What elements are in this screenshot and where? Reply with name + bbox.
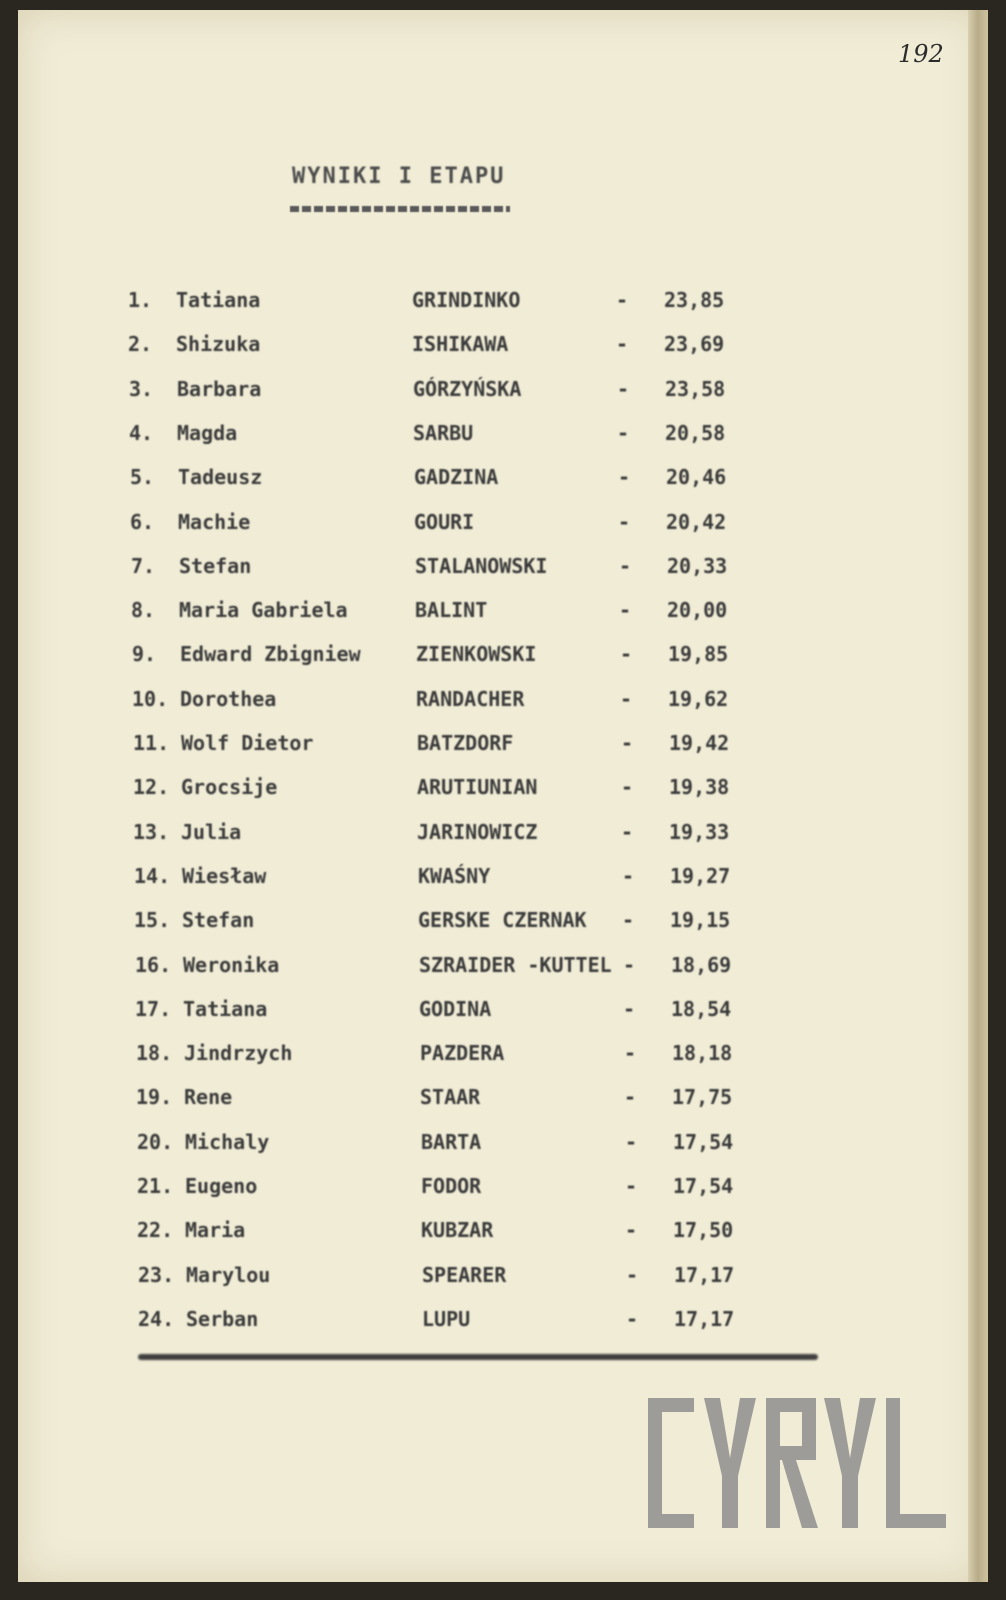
rank-number: 6. (130, 510, 155, 534)
first-name: Shizuka (176, 332, 261, 356)
first-name: Maria (185, 1218, 246, 1242)
rank-number: 14. (134, 864, 171, 888)
score-value: 17,54 (673, 1130, 734, 1154)
last-name: SARBU (413, 421, 474, 445)
score-value: 20,00 (667, 598, 728, 622)
rank-number: 18. (136, 1041, 173, 1065)
last-name: ZIENKOWSKI (416, 642, 537, 666)
score-value: 17,54 (673, 1174, 734, 1198)
rank-number: 13. (133, 820, 170, 844)
first-name: Stefan (182, 908, 255, 932)
first-name: Edward Zbigniew (180, 642, 361, 666)
last-name: GÓRZYŃSKA (413, 377, 522, 401)
score-value: 20,58 (665, 421, 726, 445)
separator-dash: - (622, 908, 635, 932)
separator-dash: - (624, 1085, 637, 1109)
last-name: FODOR (421, 1174, 482, 1198)
score-value: 18,18 (672, 1041, 733, 1065)
score-value: 17,75 (672, 1085, 733, 1109)
last-name: KWAŚNY (418, 864, 491, 888)
rank-number: 22. (137, 1218, 174, 1242)
rank-number: 10. (132, 687, 169, 711)
score-value: 19,27 (670, 864, 731, 888)
first-name: Barbara (177, 377, 262, 401)
rank-number: 5. (130, 465, 155, 489)
separator-dash: - (624, 1041, 637, 1065)
separator-dash: - (623, 953, 636, 977)
first-name: Wolf Dietor (181, 731, 314, 755)
title-underline (290, 206, 510, 212)
last-name: PAZDERA (420, 1041, 505, 1065)
last-name: KUBZAR (421, 1218, 494, 1242)
rank-number: 3. (129, 377, 154, 401)
rank-number: 21. (137, 1174, 174, 1198)
separator-dash: - (616, 332, 629, 356)
first-name: Tatiana (183, 997, 268, 1021)
first-name: Marylou (186, 1263, 271, 1287)
score-value: 20,42 (666, 510, 727, 534)
separator-dash: - (621, 731, 634, 755)
last-name: GADZINA (414, 465, 499, 489)
first-name: Magda (177, 421, 238, 445)
rank-number: 17. (135, 997, 172, 1021)
first-name: Tatiana (176, 288, 261, 312)
last-name: BALINT (415, 598, 488, 622)
rank-number: 16. (135, 953, 172, 977)
separator-dash: - (623, 997, 636, 1021)
score-value: 19,38 (669, 775, 730, 799)
last-name: LUPU (422, 1307, 471, 1331)
score-value: 17,17 (674, 1263, 735, 1287)
first-name: Stefan (179, 554, 252, 578)
rank-number: 24. (138, 1307, 175, 1331)
separator-dash: - (625, 1218, 638, 1242)
first-name: Tadeusz (178, 465, 263, 489)
last-name: JARINOWICZ (417, 820, 538, 844)
separator-dash: - (619, 554, 632, 578)
score-value: 18,54 (671, 997, 732, 1021)
separator-dash: - (620, 687, 633, 711)
cyryl-watermark-logo (648, 1398, 948, 1528)
rank-number: 15. (134, 908, 171, 932)
first-name: Rene (184, 1085, 233, 1109)
score-value: 19,62 (668, 687, 729, 711)
separator-dash: - (617, 421, 630, 445)
rank-number: 2. (128, 332, 153, 356)
first-name: Dorothea (180, 687, 277, 711)
score-value: 23,69 (664, 332, 725, 356)
rank-number: 1. (128, 288, 153, 312)
first-name: Grocsije (181, 775, 278, 799)
rank-number: 4. (129, 421, 154, 445)
separator-dash: - (625, 1174, 638, 1198)
document-title: WYNIKI I ETAPU (292, 164, 506, 189)
score-value: 20,33 (667, 554, 728, 578)
last-name: ARUTIUNIAN (417, 775, 538, 799)
rank-number: 7. (131, 554, 156, 578)
separator-dash: - (618, 510, 631, 534)
last-name: GERSKE CZERNAK (418, 908, 587, 932)
first-name: Maria Gabriela (179, 598, 348, 622)
separator-dash: - (625, 1130, 638, 1154)
last-name: ISHIKAWA (412, 332, 509, 356)
rank-number: 8. (131, 598, 156, 622)
last-name: GODINA (419, 997, 492, 1021)
last-name: GRINDINKO (412, 288, 521, 312)
first-name: Julia (181, 820, 242, 844)
page-edge (968, 10, 988, 1582)
first-name: Michaly (185, 1130, 270, 1154)
separator-dash: - (618, 465, 631, 489)
first-name: Serban (186, 1307, 259, 1331)
separator-dash: - (621, 820, 634, 844)
score-value: 19,33 (669, 820, 730, 844)
rank-number: 11. (133, 731, 170, 755)
first-name: Eugeno (185, 1174, 258, 1198)
rank-number: 9. (132, 642, 157, 666)
rank-number: 19. (136, 1085, 173, 1109)
bottom-rule (138, 1354, 818, 1360)
separator-dash: - (622, 864, 635, 888)
first-name: Wiesław (182, 864, 267, 888)
score-value: 20,46 (666, 465, 727, 489)
separator-dash: - (621, 775, 634, 799)
last-name: BATZDORF (417, 731, 514, 755)
last-name: BARTA (421, 1130, 482, 1154)
score-value: 19,15 (670, 908, 731, 932)
score-value: 17,17 (674, 1307, 735, 1331)
last-name: SZRAIDER -KUTTEL (419, 953, 612, 977)
last-name: RANDACHER (416, 687, 525, 711)
last-name: SPEARER (422, 1263, 507, 1287)
rank-number: 23. (138, 1263, 175, 1287)
separator-dash: - (619, 598, 632, 622)
separator-dash: - (616, 288, 629, 312)
separator-dash: - (617, 377, 630, 401)
score-value: 19,85 (668, 642, 729, 666)
score-value: 23,58 (665, 377, 726, 401)
score-value: 19,42 (669, 731, 730, 755)
folio-number: 192 (898, 40, 944, 68)
first-name: Weronika (183, 953, 280, 977)
first-name: Machie (178, 510, 251, 534)
rank-number: 20. (137, 1130, 174, 1154)
rank-number: 12. (133, 775, 170, 799)
score-value: 23,85 (664, 288, 725, 312)
first-name: Jindrzych (184, 1041, 293, 1065)
separator-dash: - (626, 1307, 639, 1331)
separator-dash: - (620, 642, 633, 666)
last-name: STAAR (420, 1085, 481, 1109)
score-value: 17,50 (673, 1218, 734, 1242)
separator-dash: - (626, 1263, 639, 1287)
last-name: GOURI (414, 510, 475, 534)
score-value: 18,69 (671, 953, 732, 977)
last-name: STALANOWSKI (415, 554, 548, 578)
